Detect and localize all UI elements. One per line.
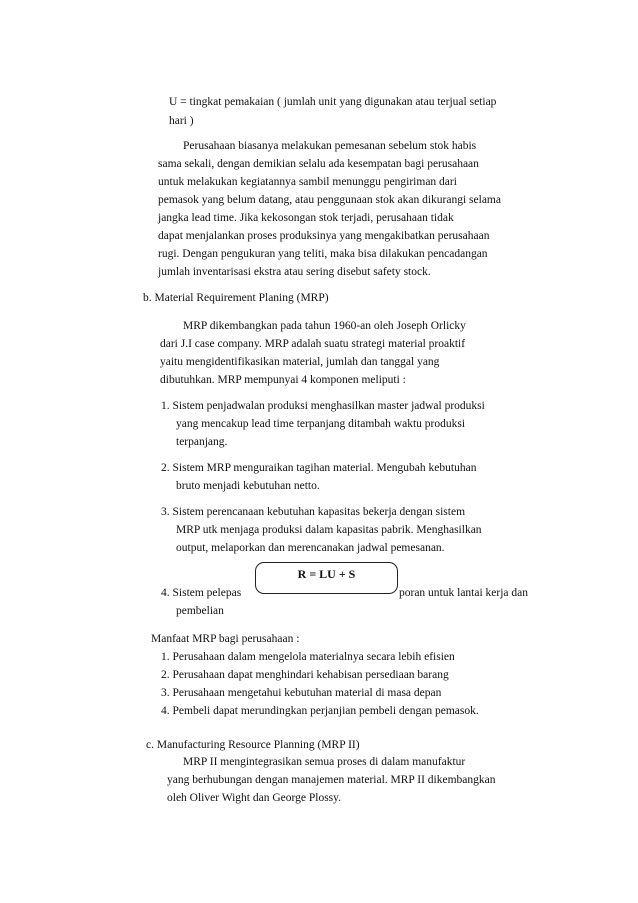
component-item-3-line-3: output, melaporkan dan merencanakan jadwal pemesanan. — [176, 542, 445, 554]
component-item-1-line-1: 1. Sistem penjadwalan produksi menghasilkan master jadwal produksi — [161, 400, 485, 412]
component-item-1-line-3: terpanjang. — [176, 436, 228, 448]
perusahaan-paragraph-line-4: pemasok yang belum datang, atau penggunaan stok akan dikurangi selama — [158, 194, 501, 206]
component-item-3-line-1: 3. Sistem perencanaan kebutuhan kapasitas bekerja dengan sistem — [161, 506, 466, 518]
component-item-2-line-2: bruto menjadi kebutuhan netto. — [176, 480, 320, 492]
u-definition-line-2: hari ) — [169, 115, 194, 127]
manfaat-item-1: 1. Perusahaan dalam mengelola materialnya secara lebih efisien — [161, 651, 455, 663]
component-item-2-line-1: 2. Sistem MRP menguraikan tagihan material. Mengubah kebutuhan — [161, 462, 477, 474]
manfaat-item-3: 3. Perusahaan mengetahui kebutuhan material di masa depan — [161, 687, 442, 699]
component-item-4-line-1-right: poran untuk lantai kerja dan — [399, 587, 529, 599]
component-item-4-line-1-left: 4. Sistem pelepas — [161, 587, 242, 599]
formula-box — [255, 562, 398, 594]
manfaat-item-2: 2. Perusahaan dapat menghindari kehabisan persediaan barang — [161, 669, 449, 681]
perusahaan-paragraph-line-1: Perusahaan biasanya melakukan pemesanan sebelum stok habis — [183, 140, 477, 152]
perusahaan-paragraph-line-2: sama sekali, dengan demikian selalu ada kesempatan bagi perusahaan — [158, 158, 479, 170]
section-b-heading: b. Material Requirement Planing (MRP) — [143, 292, 329, 304]
manfaat-heading: Manfaat MRP bagi perusahaan : — [151, 633, 300, 645]
component-item-3-line-2: MRP utk menjaga produksi dalam kapasitas pabrik. Menghasilkan — [176, 524, 482, 536]
reorder-formula: R = LU + S — [297, 567, 356, 581]
mrp-intro-line-2: dari J.I case company. MRP adalah suatu strategi material proaktif — [160, 338, 466, 350]
perusahaan-paragraph-line-7: rugi. Dengan pengukuran yang teliti, maka bisa dilakukan pencadangan — [158, 248, 488, 260]
perusahaan-paragraph-line-6: dapat menjalankan proses produksinya yang mengakibatkan perusahaan — [158, 230, 490, 242]
component-item-1-line-2: yang mencakup lead time terpanjang ditambah waktu produksi — [176, 418, 466, 430]
mrp-intro-line-3: yaitu mengidentifikasikan material, jumlah dan tanggal yang — [160, 356, 440, 368]
perusahaan-paragraph-line-5: jangka lead time. Jika kekosongan stok terjadi, perusahaan tidak — [158, 212, 454, 224]
perusahaan-paragraph-line-8: jumlah inventarisasi ekstra atau sering disebut safety stock. — [158, 266, 431, 278]
u-definition-line-1: U = tingkat pemakaian ( jumlah unit yang digunakan atau terjual setiap — [169, 96, 497, 108]
mrp-intro-line-4: dibutuhkan. MRP mempunyai 4 komponen meliputi : — [160, 374, 406, 386]
perusahaan-paragraph-line-3: untuk melakukan kegiatannya sambil menunggu pengiriman dari — [158, 176, 457, 188]
section-c-heading: c. Manufacturing Resource Planning (MRP II) — [146, 739, 360, 751]
mrp-intro-line-1: MRP dikembangkan pada tahun 1960-an oleh Joseph Orlicky — [183, 320, 466, 332]
manfaat-item-4: 4. Pembeli dapat merundingkan perjanjian pembeli dengan pemasok. — [161, 705, 479, 717]
component-item-4-line-2: pembelian — [176, 605, 224, 617]
mrp2-paragraph-line-2: yang berhubungan dengan manajemen material. MRP II dikembangkan — [167, 774, 496, 786]
mrp2-paragraph-line-1: MRP II mengintegrasikan semua proses di dalam manufaktur — [183, 756, 466, 768]
mrp2-paragraph-line-3: oleh Oliver Wight dan George Plossy. — [167, 792, 342, 804]
